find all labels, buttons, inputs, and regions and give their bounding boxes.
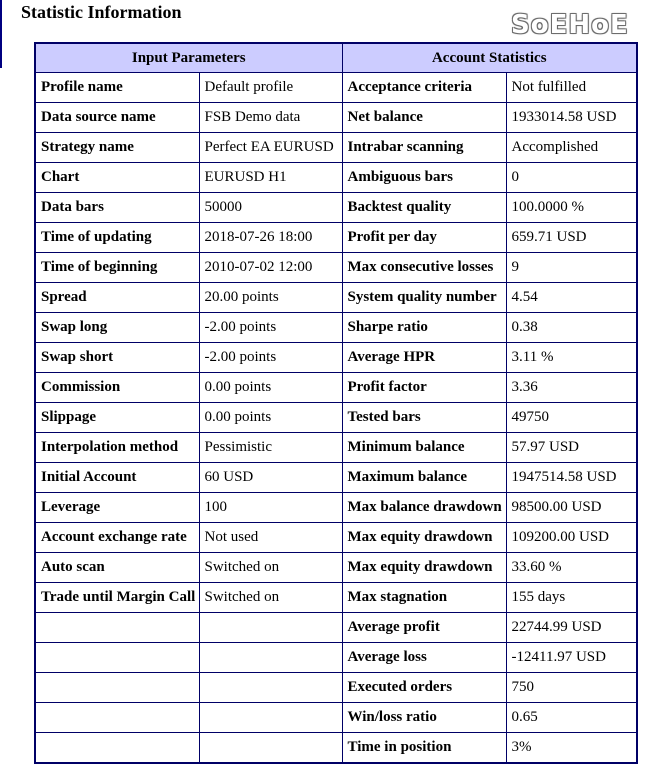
input-parameter-label	[35, 613, 199, 643]
account-statistic-label: Acceptance criteria	[342, 73, 506, 103]
input-parameter-label: Time of updating	[35, 223, 199, 253]
account-statistic-label: Average loss	[342, 643, 506, 673]
input-parameter-label: Time of beginning	[35, 253, 199, 283]
input-parameter-value: Default profile	[199, 73, 342, 103]
table-row	[35, 133, 637, 163]
input-parameter-value	[199, 673, 342, 703]
input-parameter-label: Data source name	[35, 103, 199, 133]
input-parameters-header: Input Parameters	[35, 43, 342, 73]
table-row	[35, 283, 637, 313]
account-statistic-value: 3%	[506, 733, 637, 764]
account-statistic-label: System quality number	[342, 283, 506, 313]
table-row	[35, 223, 637, 253]
account-statistic-value: 100.0000 %	[506, 193, 637, 223]
input-parameter-label: Interpolation method	[35, 433, 199, 463]
input-parameter-value	[199, 703, 342, 733]
table-row	[35, 673, 637, 703]
input-parameter-label	[35, 703, 199, 733]
account-statistic-value: 109200.00 USD	[506, 523, 637, 553]
input-parameter-value: Switched on	[199, 583, 342, 613]
statistics-table	[34, 42, 638, 764]
input-parameter-label: Strategy name	[35, 133, 199, 163]
account-statistic-label: Max equity drawdown	[342, 553, 506, 583]
input-parameter-value: 0.00 points	[199, 403, 342, 433]
input-parameter-value: 50000	[199, 193, 342, 223]
input-parameter-value: 20.00 points	[199, 283, 342, 313]
input-parameter-value: -2.00 points	[199, 313, 342, 343]
account-statistic-value: 22744.99 USD	[506, 613, 637, 643]
table-row	[35, 493, 637, 523]
statistics-table-body	[35, 73, 637, 764]
account-statistic-label: Win/loss ratio	[342, 703, 506, 733]
input-parameter-value: Switched on	[199, 553, 342, 583]
account-statistic-label: Average profit	[342, 613, 506, 643]
input-parameter-label: Swap short	[35, 343, 199, 373]
table-row	[35, 583, 637, 613]
input-parameter-value: 2018-07-26 18:00	[199, 223, 342, 253]
account-statistic-value: 9	[506, 253, 637, 283]
account-statistic-value: 4.54	[506, 283, 637, 313]
account-statistic-label: Max balance drawdown	[342, 493, 506, 523]
account-statistic-label: Net balance	[342, 103, 506, 133]
input-parameter-label: Slippage	[35, 403, 199, 433]
input-parameter-value: EURUSD H1	[199, 163, 342, 193]
account-statistic-value: 0.65	[506, 703, 637, 733]
table-row	[35, 373, 637, 403]
table-row	[35, 613, 637, 643]
page-title: Statistic Information	[21, 2, 182, 22]
input-parameter-label: Leverage	[35, 493, 199, 523]
input-parameter-value: 0.00 points	[199, 373, 342, 403]
input-parameter-value: 100	[199, 493, 342, 523]
account-statistic-label: Profit per day	[342, 223, 506, 253]
input-parameter-value	[199, 733, 342, 764]
input-parameter-label: Profile name	[35, 73, 199, 103]
input-parameter-value: FSB Demo data	[199, 103, 342, 133]
input-parameter-value: Pessimistic	[199, 433, 342, 463]
account-statistic-label: Executed orders	[342, 673, 506, 703]
input-parameter-value	[199, 613, 342, 643]
table-row	[35, 433, 637, 463]
account-statistic-value: 33.60 %	[506, 553, 637, 583]
account-statistic-value: 49750	[506, 403, 637, 433]
table-row	[35, 313, 637, 343]
table-row	[35, 343, 637, 373]
input-parameter-value: 2010-07-02 12:00	[199, 253, 342, 283]
input-parameter-label	[35, 643, 199, 673]
table-row	[35, 103, 637, 133]
table-row	[35, 733, 637, 764]
account-statistic-value: Not fulfilled	[506, 73, 637, 103]
watermark-logo: SoEHoE	[511, 10, 629, 40]
input-parameter-value: Not used	[199, 523, 342, 553]
input-parameter-value: 60 USD	[199, 463, 342, 493]
table-row	[35, 463, 637, 493]
input-parameter-label: Auto scan	[35, 553, 199, 583]
account-statistic-label: Max equity drawdown	[342, 523, 506, 553]
table-row	[35, 643, 637, 673]
account-statistic-value: -12411.97 USD	[506, 643, 637, 673]
left-border-rule	[0, 0, 2, 68]
table-row	[35, 403, 637, 433]
table-row	[35, 703, 637, 733]
table-row	[35, 253, 637, 283]
table-row	[35, 553, 637, 583]
account-statistic-label: Intrabar scanning	[342, 133, 506, 163]
account-statistic-label: Max consecutive losses	[342, 253, 506, 283]
input-parameter-value: Perfect EA EURUSD	[199, 133, 342, 163]
input-parameter-label: Initial Account	[35, 463, 199, 493]
account-statistics-header: Account Statistics	[342, 43, 637, 73]
account-statistic-label: Backtest quality	[342, 193, 506, 223]
input-parameter-label: Chart	[35, 163, 199, 193]
table-row	[35, 523, 637, 553]
input-parameter-value	[199, 643, 342, 673]
account-statistic-label: Profit factor	[342, 373, 506, 403]
account-statistic-value: 659.71 USD	[506, 223, 637, 253]
table-header-row	[35, 43, 637, 73]
input-parameter-label: Spread	[35, 283, 199, 313]
account-statistic-label: Maximum balance	[342, 463, 506, 493]
input-parameter-value: -2.00 points	[199, 343, 342, 373]
account-statistic-value: 98500.00 USD	[506, 493, 637, 523]
input-parameter-label	[35, 733, 199, 764]
account-statistic-label: Sharpe ratio	[342, 313, 506, 343]
account-statistic-value: 750	[506, 673, 637, 703]
account-statistic-label: Ambiguous bars	[342, 163, 506, 193]
account-statistic-value: 57.97 USD	[506, 433, 637, 463]
account-statistic-value: 0	[506, 163, 637, 193]
input-parameter-label: Swap long	[35, 313, 199, 343]
account-statistic-value: Accomplished	[506, 133, 637, 163]
account-statistic-label: Average HPR	[342, 343, 506, 373]
table-row	[35, 193, 637, 223]
input-parameter-label: Account exchange rate	[35, 523, 199, 553]
account-statistic-label: Tested bars	[342, 403, 506, 433]
table-row	[35, 163, 637, 193]
account-statistic-value: 3.36	[506, 373, 637, 403]
account-statistic-value: 1947514.58 USD	[506, 463, 637, 493]
input-parameter-label: Data bars	[35, 193, 199, 223]
account-statistic-label: Minimum balance	[342, 433, 506, 463]
input-parameter-label	[35, 673, 199, 703]
account-statistic-value: 3.11 %	[506, 343, 637, 373]
account-statistic-value: 155 days	[506, 583, 637, 613]
account-statistic-value: 1933014.58 USD	[506, 103, 637, 133]
table-row	[35, 73, 637, 103]
input-parameter-label: Commission	[35, 373, 199, 403]
input-parameter-label: Trade until Margin Call	[35, 583, 199, 613]
account-statistic-label: Max stagnation	[342, 583, 506, 613]
account-statistic-label: Time in position	[342, 733, 506, 764]
account-statistic-value: 0.38	[506, 313, 637, 343]
